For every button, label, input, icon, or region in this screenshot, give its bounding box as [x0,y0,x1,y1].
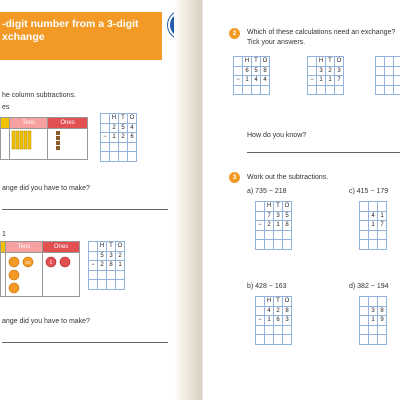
grid-cell [360,221,369,231]
grid-cell: 7 [335,76,344,86]
grid-cell[interactable] [369,240,378,250]
grid-cell: T [274,297,283,307]
grid-cell: 3 [317,67,326,77]
grid-cell[interactable] [283,231,292,241]
grid-cell: 3 [369,307,378,317]
grid-cell [369,202,378,212]
grid-cell[interactable] [394,86,400,96]
grid-cell: O [283,202,292,212]
grid-cell [385,57,394,67]
grid-cell[interactable] [119,152,128,162]
grid-cell: 1 [378,212,387,222]
answer-line-q2a[interactable] [247,152,400,153]
grid-cell [89,252,98,262]
grid-cell[interactable] [274,231,283,241]
grid-cell [308,57,317,67]
grid-cell[interactable] [119,143,128,153]
grid-cell: 5 [283,212,292,222]
grid-cell: − [256,221,265,231]
grid-cell[interactable] [128,143,137,153]
grid-cell [89,242,98,252]
grid-cell[interactable] [376,86,385,96]
grid-cell[interactable] [335,86,344,96]
q3-grid-b [255,296,292,345]
grid-cell[interactable] [89,271,98,281]
q3-grid-c [359,201,387,250]
grid-cell: 3 [335,67,344,77]
grid-cell[interactable] [283,335,292,345]
grid-cell: O [283,297,292,307]
question-exchange-2: ange did you have to make? [2,318,90,325]
q2-grid-b [307,56,344,95]
grid-cell[interactable] [89,280,98,290]
grid-cell[interactable] [360,335,369,345]
ones-cubes-icon [48,129,86,157]
grid-cell: 1 [265,316,274,326]
grid-cell: 3 [107,252,116,262]
grid-cell [360,202,369,212]
grid-cell[interactable] [101,143,110,153]
grid-cell [385,67,394,77]
grid-cell[interactable] [265,335,274,345]
page-title-banner [0,12,162,60]
tens-counters-icon [6,254,42,294]
grid-cell[interactable] [378,240,387,250]
grid-cell: 5 [119,124,128,134]
grid-cell [378,202,387,212]
grid-cell[interactable] [110,143,119,153]
grid-cell[interactable] [274,326,283,336]
sub-label-1: es [2,104,10,111]
grid-cell [256,307,265,317]
grid-cell[interactable] [256,335,265,345]
grid-cell [378,297,387,307]
grid-cell: 1 [116,261,125,271]
grid-cell: 7 [265,212,274,222]
grid-cell [376,57,385,67]
grid-cell [101,124,110,134]
q3-grid-d [359,296,387,345]
grid-cell [256,297,265,307]
column-subtraction-grid-1 [100,113,137,162]
ones-header-2: Ones [43,242,80,253]
q3-grid-a [255,201,292,250]
grid-cell[interactable] [274,335,283,345]
q2-grid-c [375,56,400,95]
grid-cell[interactable] [256,240,265,250]
grid-cell: 8 [107,261,116,271]
grid-cell [308,67,317,77]
grid-cell[interactable] [116,280,125,290]
grid-cell: 2 [119,133,128,143]
grid-cell [369,297,378,307]
q2-grid-a [233,56,270,95]
grid-cell[interactable] [128,152,137,162]
grid-cell: 5 [98,252,107,262]
grid-cell: − [256,316,265,326]
grid-cell: 2 [110,124,119,134]
grid-cell[interactable] [326,86,335,96]
grid-cell: T [252,57,261,67]
grid-cell: 5 [252,67,261,77]
grid-cell: O [335,57,344,67]
grid-cell: 8 [283,221,292,231]
answer-line-2[interactable] [2,342,168,343]
grid-cell: H [317,57,326,67]
grid-cell: T [119,114,128,124]
grid-cell [360,297,369,307]
grid-cell: 1 [243,76,252,86]
column-subtraction-grid-2 [88,241,125,290]
ones-header: Ones [48,118,88,129]
grid-cell: 8 [261,67,270,77]
grid-cell[interactable] [101,152,110,162]
grid-cell[interactable] [360,231,369,241]
grid-cell[interactable] [378,231,387,241]
grid-cell: 2 [274,307,283,317]
counter-label-10: 10 [25,259,31,265]
hundreds-header [1,118,10,129]
grid-cell: 4 [252,76,261,86]
grid-cell[interactable] [274,240,283,250]
question-3-number: 3 [229,172,240,183]
tens-header-2: Tens [6,242,43,253]
grid-cell: − [89,261,98,271]
q3-item-a-label: a) 735 − 218 [247,188,287,195]
grid-cell[interactable] [369,326,378,336]
grid-cell: 8 [378,307,387,317]
grid-cell [394,67,400,77]
grid-cell[interactable] [394,76,400,86]
grid-cell [360,212,369,222]
grid-cell: T [326,57,335,67]
grid-cell: 1 [317,76,326,86]
grid-cell: − [308,76,317,86]
tens-rods-icon [10,129,46,157]
q3-item-b-label: b) 428 − 163 [247,283,287,290]
grid-cell: 3 [274,212,283,222]
grid-cell[interactable] [256,326,265,336]
grid-cell[interactable] [308,86,317,96]
sub-label-2: 1 [2,231,6,238]
grid-cell: − [234,76,243,86]
grid-cell: 6 [243,67,252,77]
place-value-chart-2 [0,241,80,297]
counter-label-1: 1 [49,259,53,266]
grid-cell: O [261,57,270,67]
grid-cell[interactable] [98,280,107,290]
grid-cell[interactable] [265,326,274,336]
grid-cell: 2 [98,261,107,271]
grid-cell[interactable] [252,86,261,96]
grid-cell: 1 [326,76,335,86]
grid-cell [234,67,243,77]
grid-cell[interactable] [317,86,326,96]
grid-cell[interactable] [369,231,378,241]
grid-cell: H [98,242,107,252]
page-title-line-1: -digit number from a 3-digit [2,18,139,30]
grid-cell: 4 [261,76,270,86]
grid-cell: H [110,114,119,124]
grid-cell: 1 [110,133,119,143]
grid-cell[interactable] [283,326,292,336]
grid-cell: 1 [274,221,283,231]
grid-cell[interactable] [385,76,394,86]
grid-cell[interactable] [256,231,265,241]
book-gutter [174,0,202,400]
grid-cell: − [101,133,110,143]
grid-cell[interactable] [107,271,116,281]
grid-cell [101,114,110,124]
how-do-you-know-text: How do you know? [247,132,307,139]
tens-header: Tens [10,118,48,129]
left-page [0,0,197,400]
q3-item-c-label: c) 415 − 179 [349,188,389,195]
grid-cell[interactable] [378,326,387,336]
grid-cell: 3 [283,316,292,326]
grid-cell [360,307,369,317]
grid-cell[interactable] [265,231,274,241]
grid-cell [394,57,400,67]
grid-cell: 2 [326,67,335,77]
question-2-number: 2 [229,28,240,39]
hundreds-cell [1,129,10,160]
grid-cell [376,67,385,77]
grid-cell: 2 [265,221,274,231]
instruction-text: he column subtractions. [2,92,76,99]
grid-cell: H [243,57,252,67]
right-page [203,0,400,400]
grid-cell: 4 [128,124,137,134]
grid-cell [360,316,369,326]
ones-cell-2 [43,253,80,297]
grid-cell[interactable] [283,240,292,250]
grid-cell: 2 [116,252,125,262]
question-3-text: Work out the subtractions. [247,174,329,181]
answer-line-1[interactable] [2,209,168,210]
grid-cell[interactable] [265,240,274,250]
tens-cell-2 [6,253,43,297]
page-title-line-2: xchange [2,31,45,43]
question-2-text: Which of these calculations need an exchange? [247,29,396,36]
grid-cell: H [265,202,274,212]
grid-cell[interactable] [385,86,394,96]
grid-cell: 6 [128,133,137,143]
ones-counters-icon [43,254,79,294]
grid-cell[interactable] [360,240,369,250]
grid-cell: O [128,114,137,124]
grid-cell[interactable] [98,271,107,281]
grid-cell[interactable] [376,76,385,86]
grid-cell: 4 [369,212,378,222]
grid-cell[interactable] [261,86,270,96]
grid-cell [256,202,265,212]
grid-cell: T [107,242,116,252]
answer-spacer [247,164,400,165]
grid-cell: H [265,297,274,307]
place-value-chart-1 [0,117,88,160]
question-exchange-1: ange did you have to make? [2,185,90,192]
tens-cell [10,129,48,160]
grid-cell: 8 [283,307,292,317]
grid-cell[interactable] [360,326,369,336]
grid-cell: 7 [378,221,387,231]
grid-cell[interactable] [378,335,387,345]
ones-cell [48,129,88,160]
grid-cell: T [274,202,283,212]
grid-cell [234,57,243,67]
grid-cell [256,212,265,222]
grid-cell: 1 [369,221,378,231]
grid-cell: 4 [265,307,274,317]
grid-cell: 1 [369,316,378,326]
grid-cell[interactable] [234,86,243,96]
grid-cell[interactable] [107,280,116,290]
grid-cell[interactable] [116,271,125,281]
q3-item-d-label: d) 382 − 194 [349,283,389,290]
question-2-subtext: Tick your answers. [247,39,306,46]
grid-cell: O [116,242,125,252]
grid-cell[interactable] [110,152,119,162]
grid-cell: 6 [274,316,283,326]
grid-cell: 9 [378,316,387,326]
grid-cell[interactable] [369,335,378,345]
grid-cell[interactable] [243,86,252,96]
